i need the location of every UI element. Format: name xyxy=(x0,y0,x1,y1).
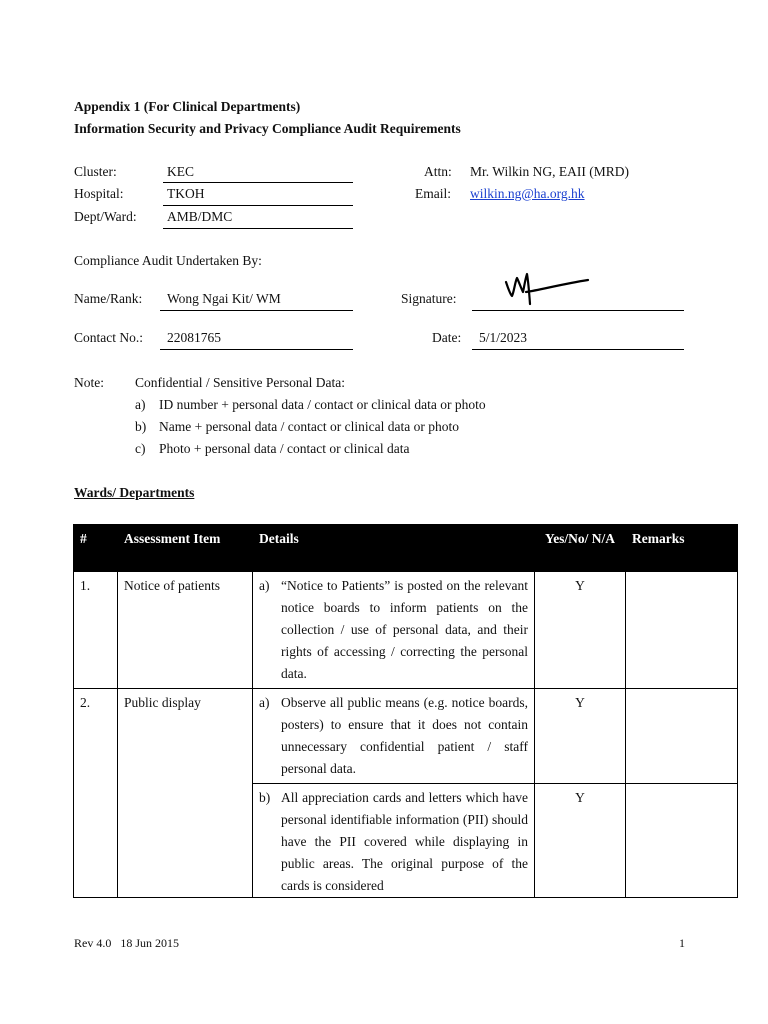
footer-page-number: 1 xyxy=(679,936,685,950)
cluster-underline xyxy=(163,182,353,183)
row-number: 1. xyxy=(74,572,118,689)
dept-underline xyxy=(163,228,353,229)
date-label: Date: xyxy=(432,330,462,345)
section-title: Wards/ Departments xyxy=(74,485,195,500)
cluster-label: Cluster: xyxy=(74,164,117,179)
name-label: Name/Rank: xyxy=(74,291,143,306)
detail-letter: a) xyxy=(259,695,270,710)
note-item-letter: c) xyxy=(135,441,146,456)
detail-cell xyxy=(253,784,535,898)
detail-letter: b) xyxy=(259,790,271,805)
note-item-text: Photo + personal data / contact or clinical data xyxy=(159,441,410,456)
assessment-item: Public display xyxy=(118,689,253,898)
note-item-letter: a) xyxy=(135,397,146,412)
undertaken-label: Compliance Audit Undertaken By: xyxy=(74,253,262,268)
yes-no-value: Y xyxy=(535,784,626,898)
contact-value: 22081765 xyxy=(167,330,221,345)
detail-cell xyxy=(253,572,535,689)
remarks-cell xyxy=(626,784,738,898)
note-label: Note: xyxy=(74,375,104,390)
assessment-item: Notice of patients xyxy=(118,572,253,689)
col-header-number: # xyxy=(74,525,118,572)
yes-no-value: Y xyxy=(535,572,626,689)
note-item-letter: b) xyxy=(135,419,147,434)
name-underline xyxy=(160,310,353,311)
table-row xyxy=(74,689,738,784)
signature-underline xyxy=(472,310,684,311)
attn-value: Mr. Wilkin NG, EAII (MRD) xyxy=(470,164,629,179)
detail-cell xyxy=(253,689,535,784)
hospital-value: TKOH xyxy=(167,186,205,201)
note-item-text: ID number + personal data / contact or clinical data or photo xyxy=(159,397,486,412)
attn-label: Attn: xyxy=(424,164,452,179)
date-value: 5/1/2023 xyxy=(479,330,528,345)
dept-value: AMB/DMC xyxy=(167,209,233,224)
email-label: Email: xyxy=(415,186,451,201)
cluster-value: KEC xyxy=(167,164,194,179)
detail-letter: a) xyxy=(259,578,270,593)
hospital-underline xyxy=(163,205,353,206)
yes-no-value: Y xyxy=(535,689,626,784)
contact-underline xyxy=(160,349,353,350)
table-header-row xyxy=(74,525,738,572)
date-underline xyxy=(472,349,684,350)
signature-image xyxy=(500,268,595,310)
col-header-remarks: Remarks xyxy=(626,525,738,572)
document-subtitle: Information Security and Privacy Compliance Audit Requirements xyxy=(74,121,461,136)
email-link[interactable]: wilkin.ng@ha.org.hk xyxy=(470,186,585,201)
detail-text: “Notice to Patients” is posted on the relevant notice boards to inform patients on the collection / use of personal data, and their rights of accessing / correcting the personal data. xyxy=(281,578,528,681)
contact-label: Contact No.: xyxy=(74,330,143,345)
dept-label: Dept/Ward: xyxy=(74,209,137,224)
remarks-cell xyxy=(626,689,738,784)
footer-revision: Rev 4.0 18 Jun 2015 xyxy=(74,936,179,950)
note-item-text: Name + personal data / contact or clinical data or photo xyxy=(159,419,459,434)
row-number: 2. xyxy=(74,689,118,898)
col-header-details: Details xyxy=(253,525,535,572)
col-header-yes-no-na: Yes/No/ N/A xyxy=(535,525,626,572)
name-value: Wong Ngai Kit/ WM xyxy=(167,291,281,306)
col-header-assessment-item: Assessment Item xyxy=(118,525,253,572)
detail-text: All appreciation cards and letters which have personal identifiable information (PII) should have the PII covered while displaying in public areas. The original purpose of the cards is considered xyxy=(281,790,528,893)
table-row xyxy=(74,572,738,689)
remarks-cell xyxy=(626,572,738,689)
detail-text: Observe all public means (e.g. notice boards, posters) to ensure that it does not contain unnecessary confidential patient / staff personal data. xyxy=(281,695,528,776)
appendix-title: Appendix 1 (For Clinical Departments) xyxy=(74,99,301,114)
hospital-label: Hospital: xyxy=(74,186,124,201)
audit-table xyxy=(73,524,738,898)
note-heading: Confidential / Sensitive Personal Data: xyxy=(135,375,345,390)
signature-label: Signature: xyxy=(401,291,457,306)
